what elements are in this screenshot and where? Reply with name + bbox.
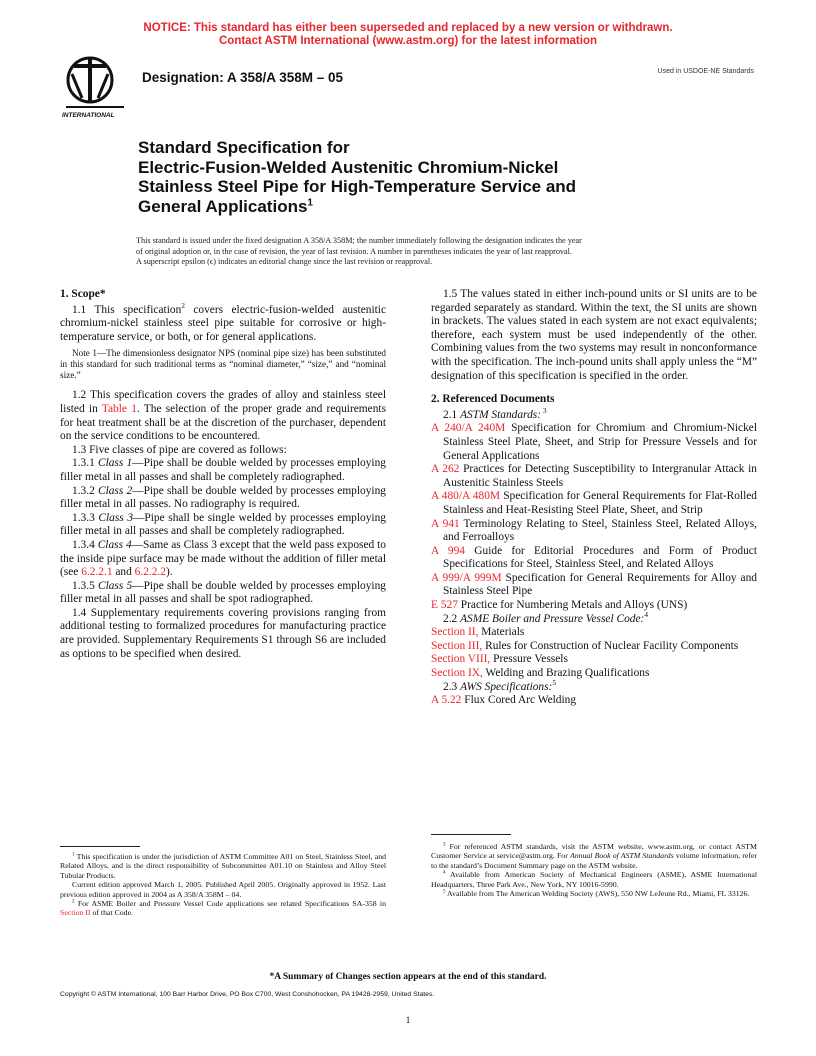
para-1-4: 1.4 Supplementary requirements covering provisions ranging from additional testing to formalized procedures for manufacturing practice are provided. Supplementary Requirements S1 through S6 are included as options to be specified when desired. [60,606,386,660]
issuance-line-3: A superscript epsilon (ϵ) indicates an editorial change since the last revision or reapproval. [136,257,433,266]
astm-reference-item [431,599,757,613]
astm-reference-link[interactable]: A 480/A 480M [431,490,501,503]
used-in-label: Used in USDOE-NE Standards [657,68,754,75]
aws-reference-link[interactable]: A 5.22 [431,694,462,707]
issuance-line-2: of original adoption or, in the case of revision, the year of last revision. A number in parentheses indicates the year of last reapproval. [136,246,572,256]
section-ii-link[interactable]: Section II [60,908,91,918]
title-line-4: General Applications [138,196,308,216]
issuance-line-1: This standard is issued under the fixed designation A 358/A 358M; the number immediately following the designation indicates the year [136,236,582,245]
document-title [138,138,698,216]
link-6-2-2-2[interactable]: 6.2.2.2 [134,566,166,579]
title-line-3: Stainless Steel Pipe for High-Temperature Service and [138,177,577,197]
astm-standards-label: 2.1 ASTM Standards: $^3$ [443,405,547,421]
para-1-3-5: 1.3.5 Class 5—Pipe shall be double welded by processes employing filler metal in all passes and shall be spot radiographed. [60,579,386,606]
para-1-3-3: 1.3.3 Class 3—Pipe shall be single welded by processes employing filler metal in all passes and shall be completely radiographed. [60,511,386,538]
para-1-1: 1.1 This specification$^2$ covers electric-fusion-welded austenitic chromium-nickel stainless steel pipe suitable for corrosive or high-temperature service, or both, or for general applications. [60,300,386,343]
footnote-1: $^1$ This specification is under the jurisdiction of ASTM Committee A01 on Steel, Stainless Steel, and Related Alloys, and is the direct responsibility of Subcommittee A01.10 on Stainless and Alloy Steel Tubular Products. [60,851,386,880]
astm-reference-item [431,518,757,545]
designation: Designation: A 358/A 358M – 05 [142,70,344,85]
left-column [60,288,386,661]
referenced-docs-heading: 2. Referenced Documents [431,393,555,406]
footnote-1-approval: Current edition approved March 1, 2005. Published April 2005. Originally approved in 1952. Last previous edition approved in 2004 as A 358/A 358M – 04. [60,880,386,899]
logo-subtext: INTERNATIONAL [62,112,115,119]
asme-reference-title: Materials [478,626,525,639]
astm-reference-title: Practices for Detecting Susceptibility to Intergranular Attack in Austenitic Stainless Steels [443,463,757,489]
title-line-1: Standard Specification for [138,138,350,157]
astm-reference-link[interactable]: A 941 [431,517,460,530]
astm-reference-title: Guide for Editorial Procedures and Form of Product Specifications for Steel, Stainless Steel, and Related Alloys [443,544,757,571]
astm-reference-link[interactable]: E 527 [431,599,458,612]
astm-reference-title: Practice for Numbering Metals and Alloys (UNS) [457,599,688,612]
astm-reference-list [431,422,757,612]
astm-reference-item [431,422,757,463]
asme-reference-list [431,626,757,680]
footnote-rule-left [60,846,140,847]
asme-reference-title: Welding and Brazing Qualifications [482,667,650,680]
table-1-link[interactable]: Table 1 [101,402,137,415]
para-1-2: 1.2 This specification covers the grades of alloy and stainless steel listed in Table 1. The selection of the proper grade and requirements for heat treatment shall be at the discretion of the purchaser, dependent on the service conditions to be encountered. [60,389,387,443]
astm-reference-item [431,463,757,490]
astm-reference-item [431,572,757,599]
asme-reference-link[interactable]: Section III, [431,639,483,652]
footnotes-left [60,852,386,918]
footnote-rule-right [431,834,511,835]
asme-reference-title: Pressure Vessels [490,653,568,666]
title-footnote-ref: 1 [307,197,313,209]
asme-code-label: 2.2 ASME Boiler and Pressure Vessel Code:$^4$ [443,609,649,625]
para-1-3-4: 1.3.4 Class 4—Same as Class 3 except that the weld pass exposed to the inside pipe surface may be made without the addition of filler metal (see 6.2.2.1 and 6.2.2.2). [60,538,386,579]
page-number: 1 [405,1016,411,1026]
astm-reference-title: Terminology Relating to Steel, Stainless Steel, Related Alloys, and Ferroalloys [443,517,758,544]
asme-reference-link[interactable]: Section II, [431,626,479,639]
asme-reference-link[interactable]: Section IX, [431,667,483,680]
footnote-3: $^3$ For referenced ASTM standards, visit the ASTM website, www.astm.org, or contact ASTM Customer Service at service@astm.org. For Annual Book of ASTM Standards volume information, refer to the standard’s Document Summary page on the ASTM website. [431,841,757,870]
asme-reference-title: Rules for Construction of Nuclear Facility Components [482,639,739,652]
para-1-5: 1.5 The values stated in either inch-pound units or SI units are to be regarded separately as standard. Within the text, the SI units are shown in brackets. The values stated in each system are not exact equivalents; therefore, each system must be used independently of the other. Combining values from the two systems may result in nonconformance with the specification. The inch-pound units shall apply unless the “M” designation of this specification is specified in the order. [431,288,757,382]
copyright-line: Copyright © ASTM International, 100 Barr Harbor Drive, PO Box C700, West Conshohocken, PA 19428-2959, United States. [60,991,435,998]
astm-reference-title: Specification for Chromium and Chromium-Nickel Stainless Steel Plate, Sheet, and Strip for Pressure Vessels and for General Applications [443,422,757,462]
aws-specs-label: 2.3 AWS Specifications:$^5$ [443,677,557,693]
footnote-5: $^5$ Available from The American Welding Society (AWS), 550 NW LeJeune Rd., Miami, FL 33126. [443,888,750,899]
astm-reference-link[interactable]: A 262 [431,463,460,476]
asme-reference-item [431,667,757,681]
astm-reference-link[interactable]: A 999/A 999M [431,571,502,584]
astm-reference-title: Specification for General Requirements for Flat-Rolled Stainless and Heat-Resisting Steel Plate, Sheet, and Strip [443,490,757,516]
notice-line-2: Contact ASTM International (www.astm.org) for the latest information [218,35,598,47]
astm-reference-item [431,490,757,517]
astm-reference-link[interactable]: A 240/A 240M [431,422,506,435]
aws-reference-list [431,694,757,708]
footnotes-right [431,842,757,898]
astm-reference-item [431,545,757,572]
issuance-note [136,236,696,268]
asme-reference-item [431,640,757,654]
astm-reference-title: Specification for General Requirements for Alloy and Stainless Steel Pipe [443,571,757,598]
link-6-2-2-1[interactable]: 6.2.2.1 [81,566,113,579]
asme-reference-item [431,626,757,640]
footnote-2: $^2$ For ASME Boiler and Pressure Vessel Code applications see related Specifications SA-358 in Section II of that Code. [60,898,386,918]
para-1-3: 1.3 Five classes of pipe are covered as follows: [72,443,287,456]
aws-reference-title: Flux Cored Arc Welding [461,694,577,707]
aws-reference-item [431,694,757,708]
right-column [431,288,757,708]
asme-reference-item [431,653,757,667]
astm-reference-link[interactable]: A 994 [431,544,465,557]
withdrawal-notice [0,22,816,48]
title-line-2: Electric-Fusion-Welded Austenitic Chromium-Nickel [138,157,559,177]
asme-reference-link[interactable]: Section VIII, [431,653,491,666]
para-1-3-1: 1.3.1 Class 1—Pipe shall be double welded by processes employing filler metal in all passes and shall be completely radiographed. [60,457,386,483]
notice-line-1: NOTICE: This standard has either been superseded and replaced by a new version or withdrawn. [143,22,673,34]
para-1-3-2: 1.3.2 Class 2—Pipe shall be double welded by processes employing filler metal in all passes. No radiography is required. [60,484,386,511]
summary-of-changes-note: *A Summary of Changes section appears at the end of this standard. [269,972,547,982]
scope-heading: 1. Scope* [60,288,106,300]
note-1: Note 1—The dimensionless designator NPS (nominal pipe size) has been substituted in this standard for such traditional terms as “nominal diameter,” “size,” and “nominal size.” [60,348,386,381]
footnote-4: $^4$ Available from American Society of Mechanical Engineers (ASME), ASME International Headquarters, Three Park Ave., New York, NY 10016-5990. [431,869,757,889]
